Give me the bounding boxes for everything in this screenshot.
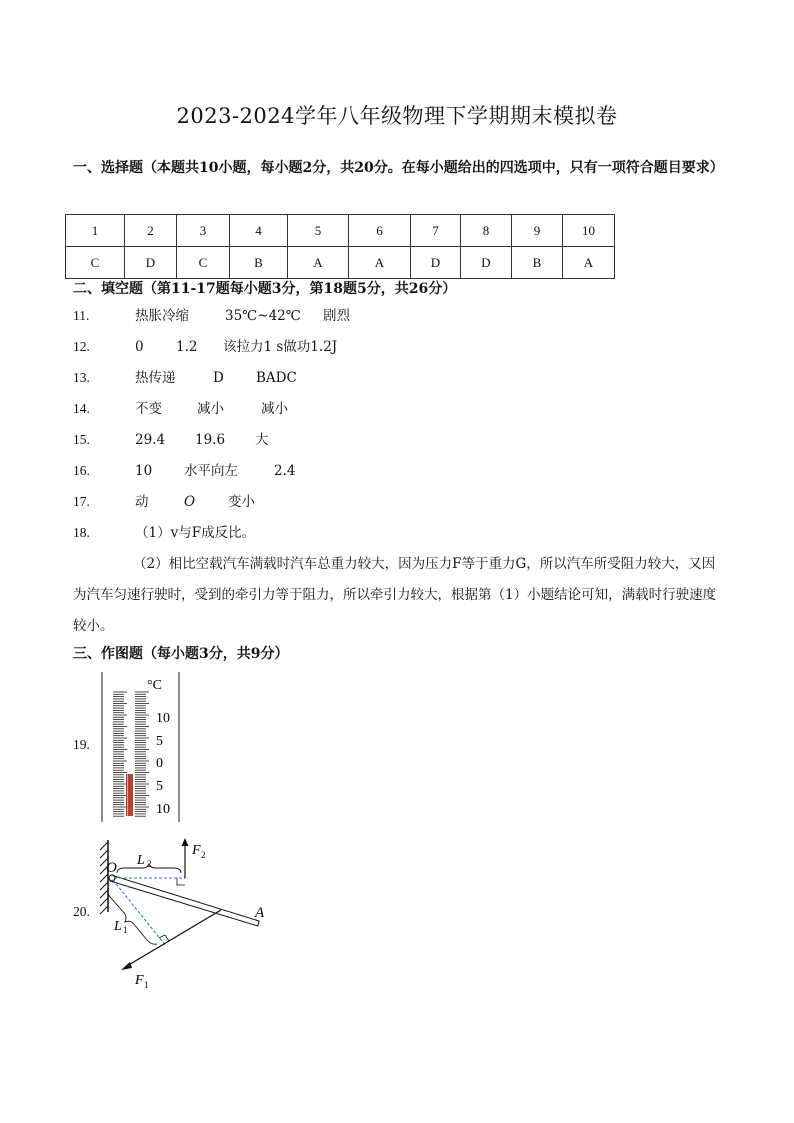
section3-heading: 三、作图题（每小题3分，共9分） — [73, 646, 289, 662]
table-cell: A — [349, 247, 411, 279]
answer-text: D — [213, 370, 224, 386]
table-cell: 1 — [66, 215, 125, 247]
f1-arrowhead — [121, 962, 132, 970]
answer-text: 热胀冷缩 — [135, 308, 189, 324]
scale-label: 10 — [156, 802, 170, 817]
f1-arrow-line — [127, 910, 221, 966]
label-a: A — [255, 905, 265, 921]
table-cell: 2 — [125, 215, 177, 247]
table-cell: 10 — [563, 215, 615, 247]
table-cell: 8 — [461, 215, 512, 247]
scale-label: 5 — [156, 779, 163, 794]
item-number: 12. — [73, 339, 90, 354]
label-f1: F — [135, 973, 144, 988]
item-number: 18. — [73, 525, 90, 540]
lever-rod — [110, 875, 259, 926]
figure-19-number: 19. — [73, 737, 90, 752]
scale-label: 0 — [156, 756, 163, 771]
right-angle-mark-f1 — [159, 935, 169, 941]
answer-text: 水平向左 — [184, 463, 238, 479]
answer-text: 1.2 — [176, 339, 198, 355]
item-number: 16. — [73, 463, 90, 478]
table-cell: B — [230, 247, 288, 279]
answer-table — [65, 214, 615, 279]
section1-heading: 一、选择题（本题共10小题，每小题2分，共20分。在每小题给出的四选项中，只有一项符合题目要求） — [73, 160, 724, 176]
answer-text: 0 — [135, 339, 144, 355]
table-cell: D — [411, 247, 461, 279]
table-cell: 7 — [411, 215, 461, 247]
item-number: 15. — [73, 432, 90, 447]
table-cell: 6 — [349, 215, 411, 247]
item-number: 17. — [73, 494, 90, 509]
answer-text: 热传递 — [135, 370, 176, 386]
page-title: 2023-2024学年八年级物理下学期期末模拟卷 — [176, 104, 618, 128]
item-number: 14. — [73, 401, 90, 416]
scale-label: 10 — [156, 711, 170, 726]
answer-text: 10 — [135, 463, 153, 479]
label-l1-sub: 1 — [123, 925, 128, 935]
q18-explanation: （2）相比空载汽车满载时汽车总重力较大，因为压力F等于重力G，所以汽车所受阻力较大，又因为汽车匀速行驶时，受到的牵引力等于阻力，所以牵引力较大，根据第（1）小题结论可知，满载时行驶速度较小。 — [73, 556, 717, 634]
answer-text: O — [184, 494, 196, 510]
table-cell: 3 — [177, 215, 230, 247]
table-cell: C — [177, 247, 230, 279]
section2-heading: 二、填空题（第11-17题每小题3分，第18题5分，共26分） — [73, 281, 457, 297]
answer-text: 剧烈 — [323, 308, 350, 324]
answer-text: 变小 — [228, 494, 255, 510]
label-l1: L — [114, 919, 122, 934]
l1-brace — [108, 888, 157, 944]
answer-text: 减小 — [261, 401, 288, 417]
scale-label: 5 — [156, 734, 163, 749]
table-cell: 5 — [288, 215, 349, 247]
table-cell: A — [563, 247, 615, 279]
wall-hatching — [100, 842, 108, 914]
table-cell: D — [125, 247, 177, 279]
table-cell: 4 — [230, 215, 288, 247]
unit-label: °C — [147, 678, 162, 693]
right-angle-mark-f2 — [177, 878, 185, 885]
table-cell: B — [512, 247, 563, 279]
lever-figure — [95, 832, 285, 997]
answer-text: （1）v与F成反比。 — [135, 525, 256, 541]
answer-text: 2.4 — [274, 463, 296, 479]
answer-text: 大 — [255, 432, 269, 448]
f2-arrowhead — [182, 838, 189, 846]
answer-text: 19.6 — [195, 432, 226, 448]
answer-text: 不变 — [135, 401, 162, 417]
table-cell: D — [461, 247, 512, 279]
answer-table-numbers-row — [66, 215, 615, 247]
answer-text: 动 — [135, 494, 149, 510]
thermometer-figure — [95, 668, 195, 828]
label-f1-sub: 1 — [144, 980, 149, 990]
item-number: 13. — [73, 370, 90, 385]
item-number: 11. — [73, 308, 90, 323]
answer-text: 35℃~42℃ — [225, 308, 301, 324]
label-f2: F — [192, 843, 201, 858]
answer-text: BADC — [256, 370, 297, 386]
label-o: O — [106, 860, 117, 876]
answer-text: 29.4 — [135, 432, 166, 448]
table-cell: 9 — [512, 215, 563, 247]
label-l2-sub: 2 — [147, 859, 152, 869]
figure-20-number: 20. — [73, 904, 90, 919]
answer-text: 该拉力1 s做功1.2J — [223, 339, 338, 355]
label-f2-sub: 2 — [201, 850, 206, 860]
table-cell: A — [288, 247, 349, 279]
table-cell: C — [66, 247, 125, 279]
answer-text: 减小 — [197, 401, 224, 417]
label-l2: L — [137, 853, 145, 868]
